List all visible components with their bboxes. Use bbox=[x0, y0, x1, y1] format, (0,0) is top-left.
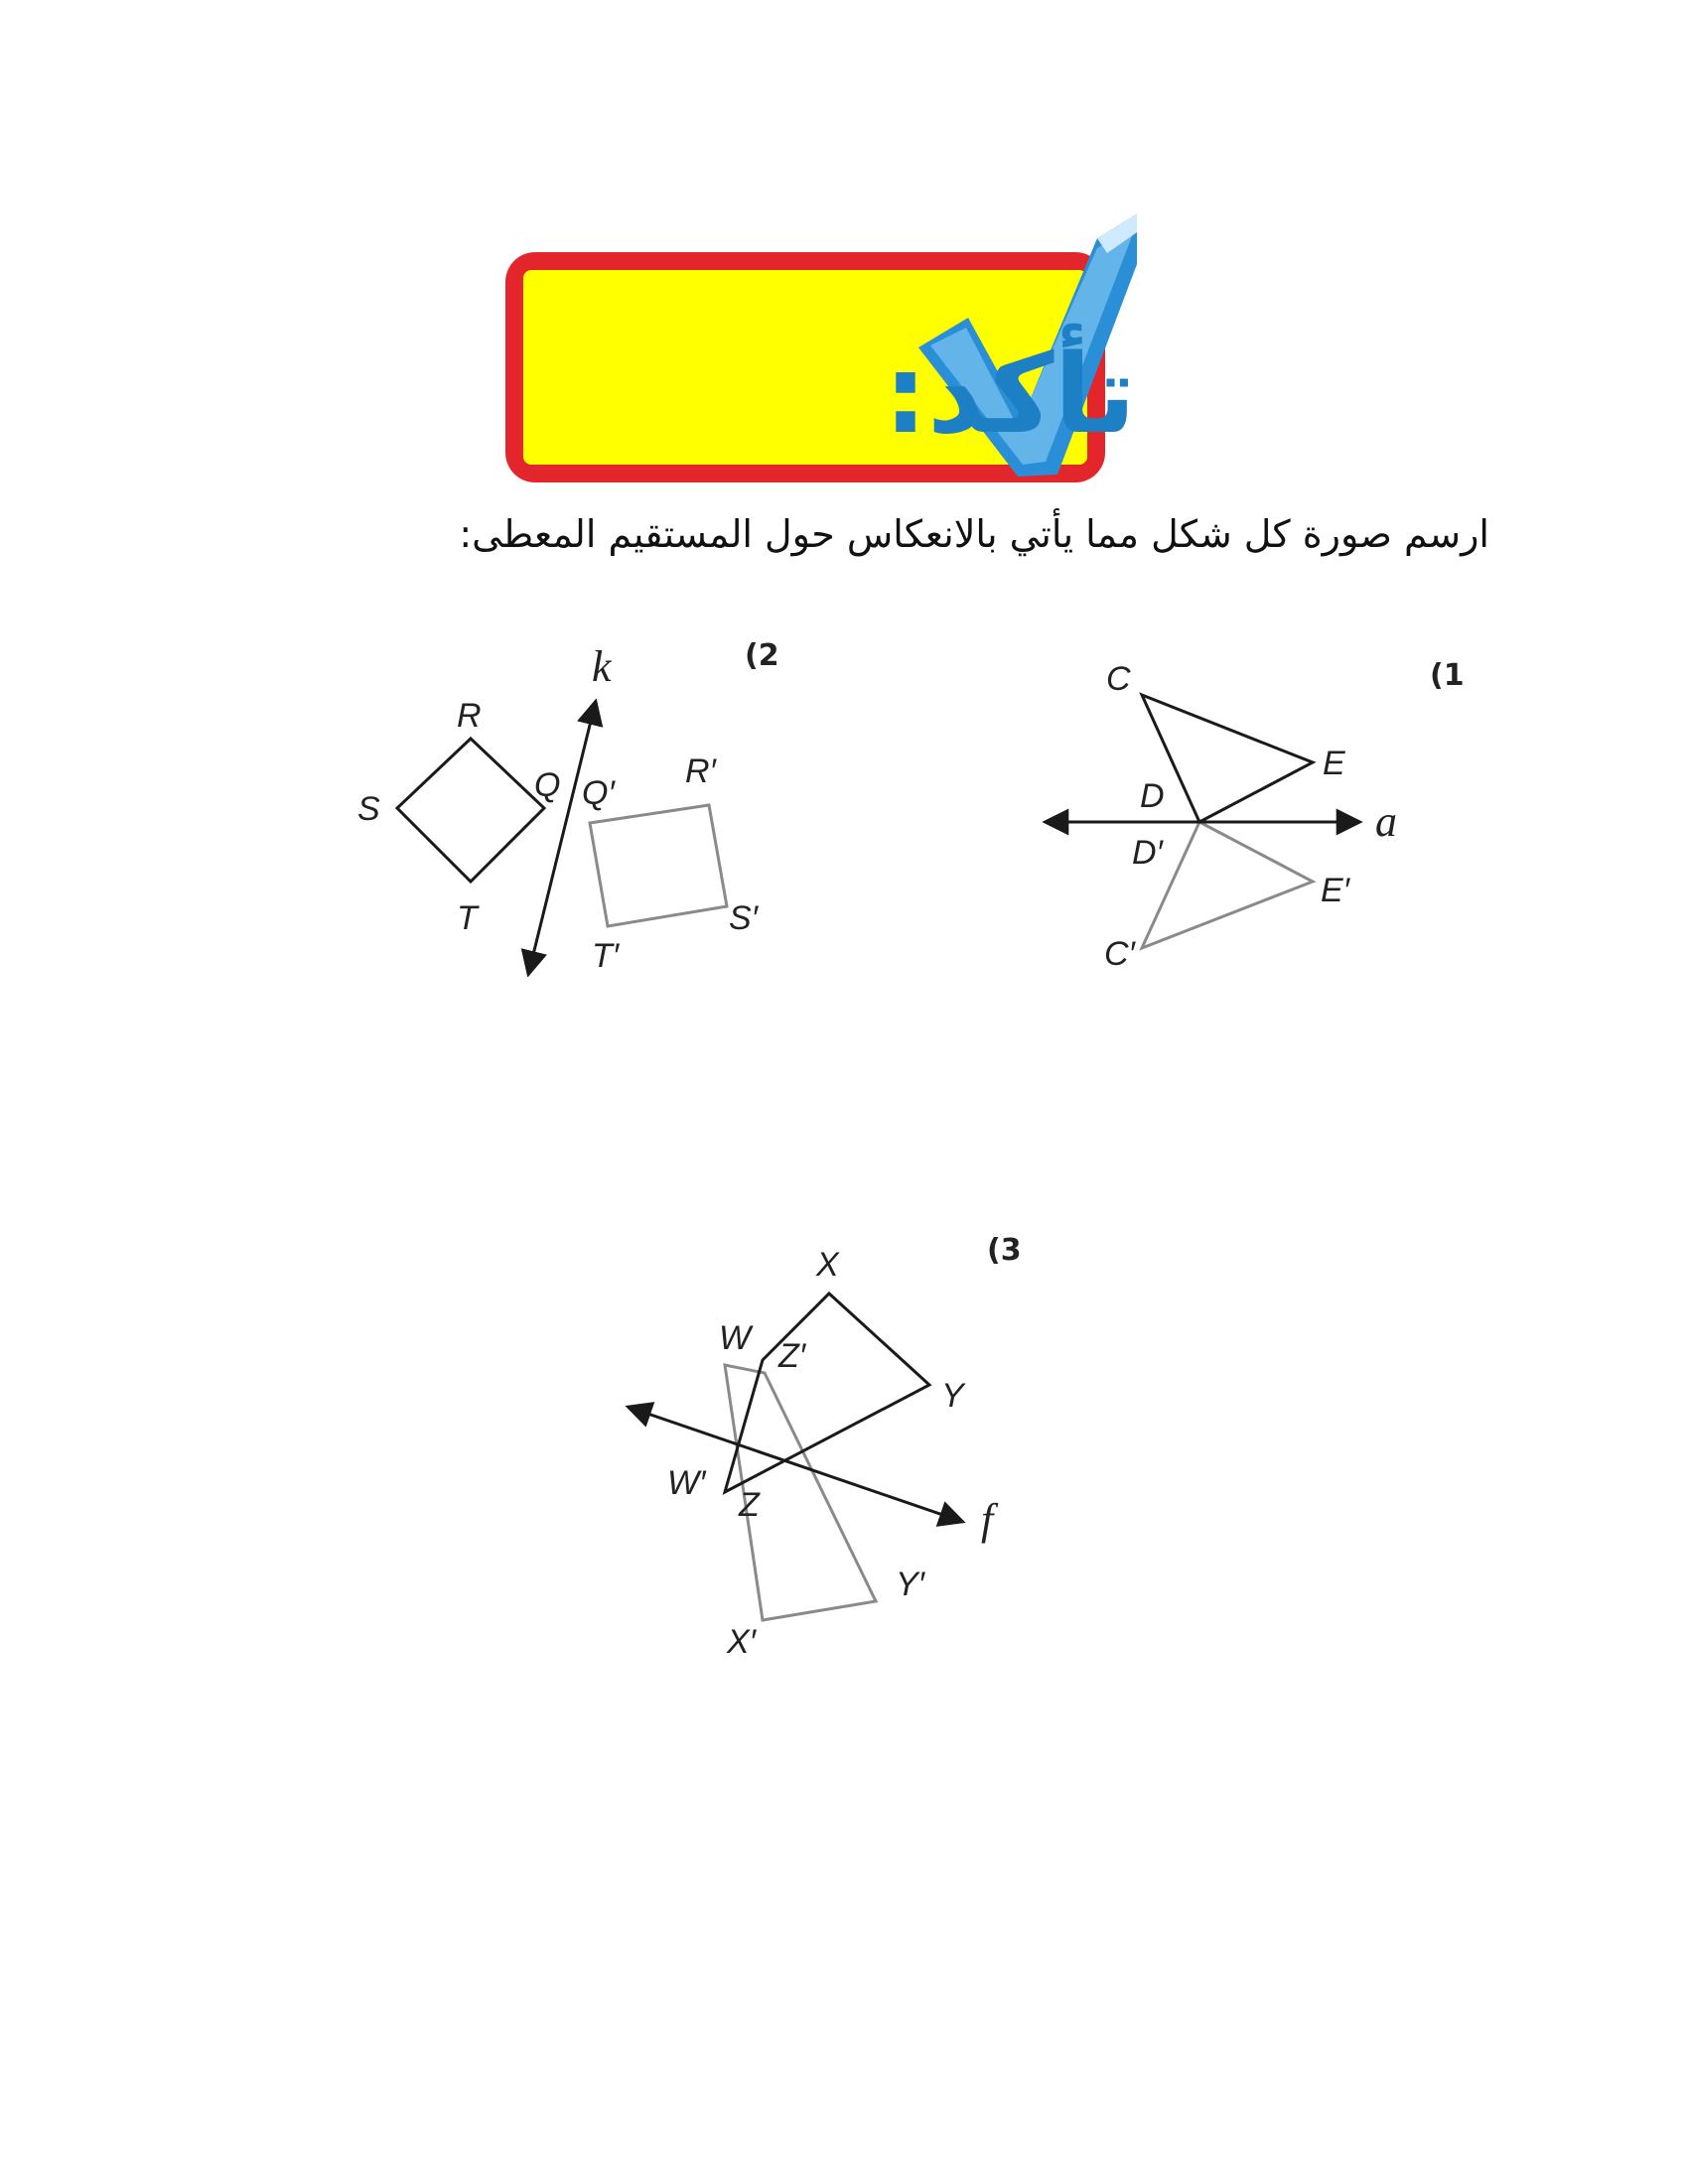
label-Y-prime: Y′ bbox=[896, 1566, 925, 1603]
label-D: D bbox=[1140, 777, 1165, 815]
square-Q2R2S2T2 bbox=[590, 805, 727, 926]
instruction-text: ارسم صورة كل شكل مما يأتي بالانعكاس حول المستقيم المعطى: bbox=[459, 512, 1489, 556]
figure-2 bbox=[348, 635, 794, 993]
label-W: W bbox=[719, 1319, 752, 1357]
label-Q-prime: Q′ bbox=[582, 774, 615, 812]
triangle-C2D2E2 bbox=[1142, 822, 1313, 948]
label-E-prime: E′ bbox=[1321, 872, 1350, 909]
quadrilateral-WXYZ bbox=[725, 1294, 929, 1492]
label-S: S bbox=[357, 790, 380, 828]
figure-3-number: (3 bbox=[987, 1233, 1022, 1268]
reflection-line-k bbox=[528, 701, 596, 975]
figure-1-number: (1 bbox=[1430, 658, 1465, 693]
square-QRST bbox=[397, 739, 544, 882]
banner-title: تأكد: bbox=[884, 331, 1137, 458]
label-a: a bbox=[1375, 797, 1397, 846]
label-E: E bbox=[1323, 745, 1345, 782]
label-R: R bbox=[457, 697, 482, 735]
label-Y: Y bbox=[941, 1377, 964, 1415]
label-k: k bbox=[592, 642, 612, 691]
figure-3 bbox=[616, 1226, 1053, 1661]
label-D-prime: D′ bbox=[1132, 834, 1163, 872]
label-Z: Z bbox=[739, 1486, 760, 1524]
label-W-prime: W′ bbox=[667, 1464, 706, 1502]
label-X: X bbox=[816, 1246, 839, 1284]
label-C: C bbox=[1106, 660, 1131, 698]
banner-graphic bbox=[501, 179, 1137, 496]
label-f: f bbox=[981, 1495, 994, 1544]
label-Q: Q bbox=[534, 766, 561, 804]
label-R-prime: R′ bbox=[685, 752, 716, 790]
check-banner bbox=[501, 179, 1137, 496]
label-X-prime: X′ bbox=[727, 1623, 757, 1661]
figure-1 bbox=[1033, 645, 1470, 1003]
figure-2-number: (2 bbox=[745, 638, 779, 673]
label-C-prime: C′ bbox=[1104, 935, 1135, 973]
triangle-CDE bbox=[1142, 695, 1313, 822]
label-S-prime: S′ bbox=[729, 899, 759, 937]
label-T: T bbox=[457, 899, 478, 937]
label-Z-prime: Z′ bbox=[778, 1337, 806, 1375]
label-T-prime: T′ bbox=[592, 937, 620, 975]
